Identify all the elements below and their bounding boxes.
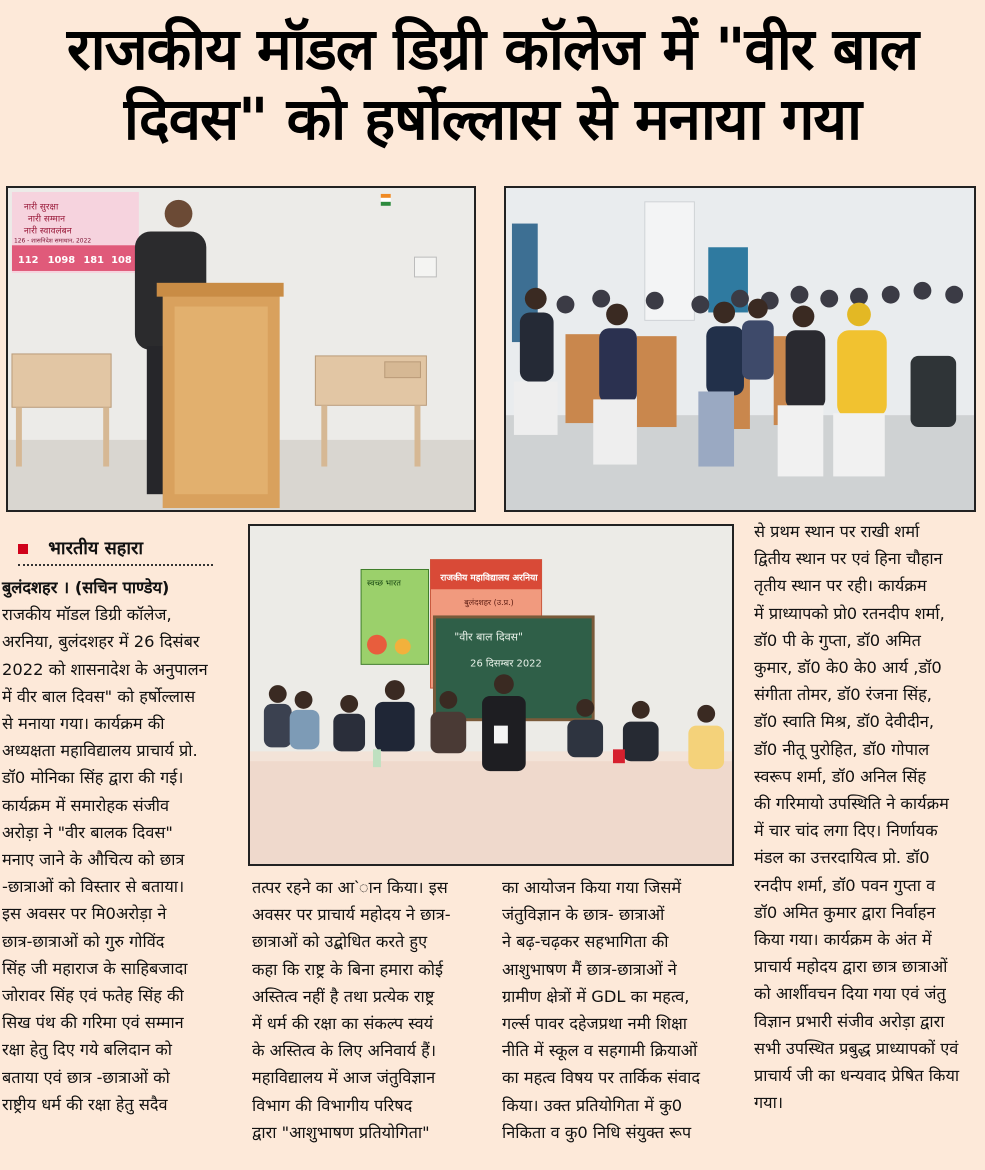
article-column-2 [252,874,480,1146]
col4-line: सभी उपस्थित प्रबुद्ध प्राध्यापकों एवं [754,1038,959,1058]
col1-line: इस अवसर पर मि0अरोड़ा ने [2,904,167,924]
col1-line: रक्षा हेतु दिए गये बलिदान को [2,1040,172,1060]
col4-line: में चार चांद लगा दिए। निर्णायक [754,821,938,841]
col1-line: में वीर बाल दिवस" को हर्षोल्लास [2,686,196,706]
col1-line: जोरावर सिंह एवं फतेह सिंह की [2,986,184,1006]
col1-line: -छात्राओं को विस्तार से बताया। [2,877,185,897]
col4-line: विज्ञान प्रभारी संजीव अरोड़ा द्वारा [754,1011,945,1031]
col1-line: अध्यक्षता महाविद्यालय प्राचार्य प्रो. [2,741,198,761]
photo-stage-panel [248,524,734,866]
col1-line: कार्यक्रम में समारोहक संजीव [2,795,170,815]
poster-number-3: 181 [83,255,105,267]
col4-line: डॉ0 अमित कुमार द्वारा निर्वाहन [754,902,936,922]
col1-line: मनाए जाने के औचित्य को छात्र [2,850,185,870]
poster-number-1: 112 [17,255,39,267]
poster-number-4: 108 [111,255,132,267]
dateline: बुलंदशहर । (सचिन पाण्डेय) [2,578,170,597]
col2-line: तत्पर रहने का आ`ान किया। इस [252,878,448,897]
col2-line: अस्तित्व नहीं है तथा प्रत्येक राष्ट्र [252,986,435,1006]
col4-line: डॉ0 पी के गुप्ता, डॉ0 अमित [754,630,921,650]
col4-line: प्राचार्य महोदय द्वारा छात्र छात्राओं [754,957,948,977]
col1-line: बताया एवं छात्र -छात्राओं को [2,1067,170,1087]
col1-line: छात्र-छात्राओं को गुरु गोविंद [2,931,165,951]
col1-line: राजकीय मॉडल डिग्री कॉलेज, [2,605,172,625]
col4-line: डॉ0 नीतू पुरोहित, डॉ0 गोपाल [754,739,930,759]
board-date: 26 दिसम्बर 2022 [470,658,542,670]
col4-line: को आर्शीवचन दिया गया एवं जंतु [754,984,946,1004]
col4-line: गया। [754,1093,783,1113]
col1-line: अरोड़ा ने "वीर बालक दिवस" [2,822,173,842]
col4-line: से प्रथम स्थान पर राखी शर्मा [754,522,920,541]
red-square-icon [18,544,28,554]
col2-line: छात्राओं को उद्बोधित करते हुए [252,932,428,952]
col1-line: डॉ0 मोनिका सिंह द्वारा की गई। [2,768,184,788]
col4-line: रनदीप शर्मा, डॉ0 पवन गुप्ता व [754,875,936,895]
col3-line: जंतुविज्ञान के छात्र- छात्राओं [502,905,665,925]
poster-line-2: नारी सम्मान [27,214,66,225]
article-column-4 [754,518,982,1116]
source-label [18,536,213,566]
col3-line: का आयोजन किया गया जिसमें [502,878,682,897]
col4-line: किया गया। कार्यक्रम के अंत में [754,930,932,950]
col1-line: से मनाया गया। कार्यक्रम की [2,714,165,734]
board-title: "वीर बाल दिवस" [454,630,524,644]
article-column-3 [502,874,730,1146]
col2-line: अवसर पर प्राचार्य महोदय ने छात्र- [252,905,451,925]
col3-line: नीति में स्कूल व सहगामी क्रियाओं [502,1041,698,1061]
col3-line: का महत्व विषय पर तार्किक संवाद [502,1068,701,1088]
col1-line: अरनिया, बुलंदशहर में 26 दिसंबर [2,632,200,652]
col1-line: 2022 को शासनादेश के अनुपालन [2,659,208,679]
banner-right-title: राजकीय महाविद्यालय अरनिया [440,573,538,584]
col4-line: में प्राध्यापको प्रो0 रतनदीप शर्मा, [754,603,945,623]
article-column-1 [2,574,234,1118]
col4-line: कुमार, डॉ0 के0 के0 आर्य ,डॉ0 [754,658,942,678]
poster-line-4: 126 - शासनिदेश समाधान, 2022 [13,237,92,245]
photo-audience [504,186,976,512]
banner-left-text: स्वच्छ भारत [367,578,401,588]
col4-line: प्राचार्य जी का धन्यवाद प्रेषित किया [754,1066,960,1086]
col2-line: द्वारा "आशुभाषण प्रतियोगिता" [252,1122,430,1142]
col2-line: महाविद्यालय में आज जंतुविज्ञान [252,1068,436,1088]
poster-number-2: 1098 [47,255,76,267]
col3-line: निकिता व कु0 निधि संयुक्त रूप [502,1122,692,1142]
col1-line: सिख पंथ की गरिमा एवं सम्मान [2,1013,184,1033]
poster-line-1: नारी सुरक्षा [23,202,59,213]
col4-line: तृतीय स्थान पर रही। कार्यक्रम [754,576,927,596]
col4-line: की गरिमायो उपस्थिति ने कार्यक्रम [754,794,949,814]
banner-right-sub: बुलंदशहर (उ.प्र.) [464,598,514,608]
col2-line: में धर्म की रक्षा का संकल्प स्वयं [252,1014,434,1034]
poster-line-3: नारी स्वावलंबन [23,226,72,237]
col2-line: के अस्तित्व के लिए अनिवार्य हैं। [252,1041,437,1061]
col3-line: किया। उक्त प्रतियोगिता में कु0 [502,1095,683,1115]
headline [0,14,985,154]
col2-line: विभाग की विभागीय परिषद [252,1095,413,1115]
col1-line: सिंह जी महाराज के साहिबजादा [2,958,188,978]
source-name: भारतीय सहारा [48,538,143,559]
photo-speaker-podium [6,186,476,512]
col4-line: द्वितीय स्थान पर एवं हिना चौहान [754,549,943,569]
col4-line: संगीता तोमर, डॉ0 रंजना सिंह, [754,685,932,705]
col3-line: आशुभाषण मैं छात्र-छात्राओं ने [502,959,677,979]
col4-line: डॉ0 स्वाति मिश्र, डॉ0 देवीदीन, [754,712,935,732]
col4-line: मंडल का उत्तरदायित्व प्रो. डॉ0 [754,848,930,868]
headline-line-1: राजकीय मॉडल डिग्री कॉलेज में "वीर बाल [66,15,919,83]
col1-line: राष्ट्रीय धर्म की रक्षा हेतु सदैव [2,1094,168,1114]
col4-line: स्वरूप शर्मा, डॉ0 अनिल सिंह [754,766,927,786]
col3-line: ने बढ़-चढ़कर सहभागिता की [502,932,669,952]
col2-line: कहा कि राष्ट्र के बिना हमारा कोई [252,959,443,979]
col3-line: ग्रामीण क्षेत्रों में GDL का महत्व, [502,986,690,1006]
headline-line-2: दिवस" को हर्षोल्लास से मनाया गया [123,85,862,153]
col3-line: गर्ल्स पावर दहेजप्रथा नमी शिक्षा [502,1014,688,1034]
